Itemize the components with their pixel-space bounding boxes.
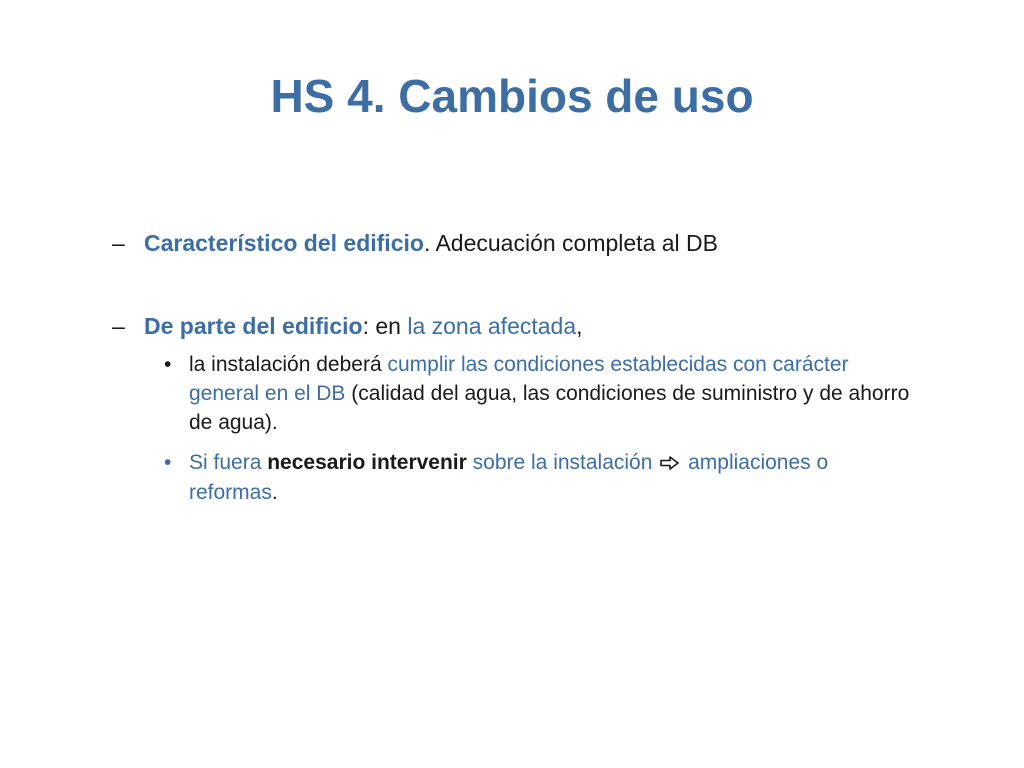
sub-part-2: cumplir las condiciones establecidas con carácter general en el DB: [189, 353, 849, 405]
list-item-text: [144, 311, 984, 341]
slide-title: HS 4. Cambios de uso: [270, 70, 754, 122]
sublist-item-text: [189, 350, 919, 437]
list-item-text: [144, 228, 984, 258]
item-lead: Característico del edificio: [144, 230, 424, 256]
item-mid: : en: [362, 313, 408, 339]
sub-part-1: la instalación deberá: [189, 353, 388, 376]
sub-part-4: ampliaciones o reformas: [189, 451, 829, 504]
item-lead: De parte del edificio: [144, 313, 363, 339]
item-end: ,: [576, 313, 583, 339]
sub-part-1: Si fuera: [189, 451, 268, 474]
right-arrow-icon: [660, 449, 680, 478]
bullet-marker: •: [164, 353, 172, 376]
sub-part-3: sobre la instalación: [466, 451, 659, 474]
item-zone: la zona afectada: [407, 313, 577, 339]
sublist-item-text: [189, 448, 919, 507]
dash-marker: –: [112, 230, 125, 256]
sub-part-2: necesario intervenir: [267, 451, 467, 474]
bullet-marker: •: [164, 451, 172, 474]
sub-part-5: .: [271, 480, 278, 504]
dash-marker: –: [112, 313, 125, 339]
item-rest: . Adecuación completa al DB: [423, 230, 718, 256]
sub-part-3: (calidad del agua, las condiciones de suministro y de ahorro de agua).: [189, 382, 910, 434]
